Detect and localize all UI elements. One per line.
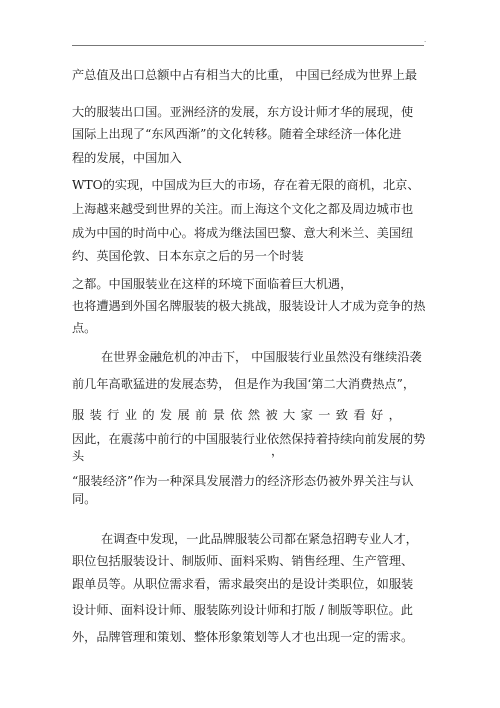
text-line: 职位包括服装设计、制版师、面料采购、销售经理、生产管理、 (72, 554, 414, 568)
text-line: 上海越来越受到世界的关注。而上海这个文化之都及周边城市也 (72, 202, 414, 216)
text-line: 点。 (72, 321, 97, 335)
text-line: 设计师、面料设计师、服装陈列设计师和打版 / 制版等职位。此 (72, 603, 413, 617)
text-line: WTO的实现，中国成为巨大的市场，存在着无限的商机，北京、 (72, 178, 420, 192)
text-line: 头 (72, 449, 85, 463)
paragraph-first-line: 在调查中发现，一此品牌服装公司都在紧急招聘专业人才， (101, 532, 418, 546)
text-line: 之都。中国服装业在这样的环境下面临着巨大机遇， (72, 277, 353, 291)
text-line: 成为中国的时尚中心。将成为继法国巴黎、意大利米兰、美国纽 (72, 226, 414, 240)
corner-mark: . (424, 36, 427, 44)
text-line: 外，品牌管理和策划、整体形象策划等人才也出现一定的需求。 (72, 630, 414, 644)
stray-comma: ， (271, 444, 284, 458)
text-line: 因此，在震荡中前行的中国服装行业依然保持着持续向前发展的势 (72, 432, 426, 446)
text-line: “服装经济”作为一种深具发展潜力的经济形态仍被外界关注与认 (72, 474, 414, 488)
text-line: 跟单员等。从职位需求看，需求最突出的是设计类职位，如服装 (72, 577, 414, 591)
text-line: 也将遭遇到外国名牌服装的极大挑战，服装设计人才成为竞争的热 (72, 299, 426, 313)
text-line: 同。 (72, 492, 97, 506)
text-line: 国际上出现了“东风西渐”的文化转移。随着全球经济一体化进 (72, 127, 402, 141)
header-rule (72, 45, 424, 46)
paragraph-first-line: 在世界金融危机的冲击下， 中国服装行业虽然没有继续沿袭 (101, 350, 422, 364)
text-line: 大的服装出口国。亚洲经济的发展，东方设计师才华的展现，使 (72, 105, 414, 119)
text-line: 前几年高歌猛进的发展态势， 但是作为我国‘第二大消费热点”， (72, 377, 416, 391)
text-line: 产总值及出口总额中占有相当大的比重， 中国已经成为世界上最 (72, 68, 418, 82)
text-line: 约、英国伦敦、日本东京之后的另一个时装 (72, 249, 304, 263)
text-line: 程的发展，中国加入 (72, 151, 182, 165)
text-line: 服装行业的发展前景依然被大家一致看好， (72, 408, 407, 422)
